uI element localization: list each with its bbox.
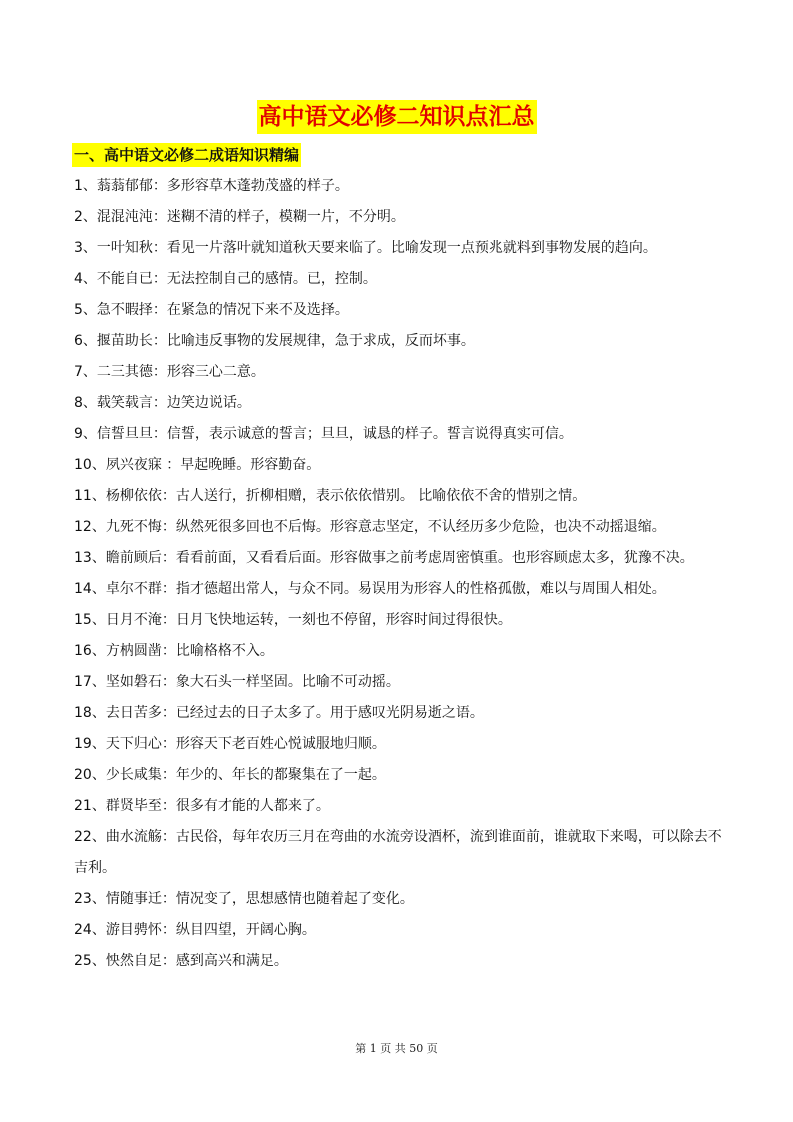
section-heading: 一、高中语文必修二成语知识精编 (72, 143, 301, 167)
list-item: 21、群贤毕至：很多有才能的人都来了。 (74, 798, 330, 814)
list-item: 2、混混沌沌：迷糊不清的样子，模糊一片，不分明。 (74, 209, 405, 225)
list-item: 14、卓尔不群：指才德超出常人，与众不同。易误用为形容人的性格孤傲，难以与周围人相处。 (74, 581, 666, 597)
list-item: 10、夙兴夜寐 ：早起晚睡。形容勤奋。 (74, 457, 321, 473)
list-item: 12、九死不悔：纵然死很多回也不后悔。形容意志坚定，不认经历多少危险，也决不动摇退缩。 (74, 519, 666, 535)
list-item: 23、情随事迁：情况变了，思想感情也随着起了变化。 (74, 891, 414, 907)
list-item: 9、信誓旦旦：信誓，表示诚意的誓言；旦旦，诚恳的样子。誓言说得真实可信。 (74, 426, 573, 442)
list-item: 3、一叶知秋：看见一片落叶就知道秋天要来临了。比喻发现一点预兆就料到事物发展的趋向。 (74, 240, 657, 256)
list-item: 24、游目骋怀：纵目四望，开阔心胸。 (74, 922, 316, 938)
list-item: 20、少长咸集：年少的、年长的都聚集在了一起。 (74, 767, 386, 783)
list-item: 7、二三其德：形容三心二意。 (74, 364, 265, 380)
page-number-footer: 第 1 页 共 50 页 (355, 1042, 438, 1055)
title-container (0, 100, 793, 134)
list-item: 13、瞻前顾后：看看前面，又看看后面。形容做事之前考虑周密慎重。也形容顾虑太多，犹豫不决。 (74, 550, 694, 566)
list-item: 18、去日苦多：已经过去的日子太多了。用于感叹光阴易逝之语。 (74, 705, 484, 721)
list-item: 4、不能自已：无法控制自己的感情。已，控制。 (74, 271, 377, 287)
list-item: 15、日月不淹：日月飞快地运转，一刻也不停留，形容时间过得很快。 (74, 612, 512, 628)
list-item: 16、方枘圆凿：比喻格格不入。 (74, 643, 274, 659)
list-item: 17、坚如磐石：象大石头一样坚固。比喻不可动摇。 (74, 674, 400, 690)
list-item: 1、蓊蓊郁郁：多形容草木蓬勃茂盛的样子。 (74, 178, 349, 194)
list-item: 11、杨柳依依：古人送行，折柳相赠，表示依依惜别。 比喻依依不舍的惜别之情。 (74, 488, 587, 504)
idiom-list (74, 171, 726, 977)
list-item: 8、载笑载言：边笑边说话。 (74, 395, 251, 411)
list-item: 22、曲水流觞：古民俗，每年农历三月在弯曲的水流旁设酒杯，流到谁面前，谁就取下来喝，可以除去不吉利。 (74, 829, 722, 876)
list-item: 25、怏然自足：感到高兴和满足。 (74, 953, 288, 969)
list-item: 6、揠苗助长：比喻违反事物的发展规律，急于求成，反而坏事。 (74, 333, 475, 349)
list-item: 19、天下归心：形容天下老百姓心悦诚服地归顺。 (74, 736, 386, 752)
list-item: 5、急不暇择：在紧急的情况下来不及选择。 (74, 302, 349, 318)
page-title: 高中语文必修二知识点汇总 (257, 100, 537, 134)
